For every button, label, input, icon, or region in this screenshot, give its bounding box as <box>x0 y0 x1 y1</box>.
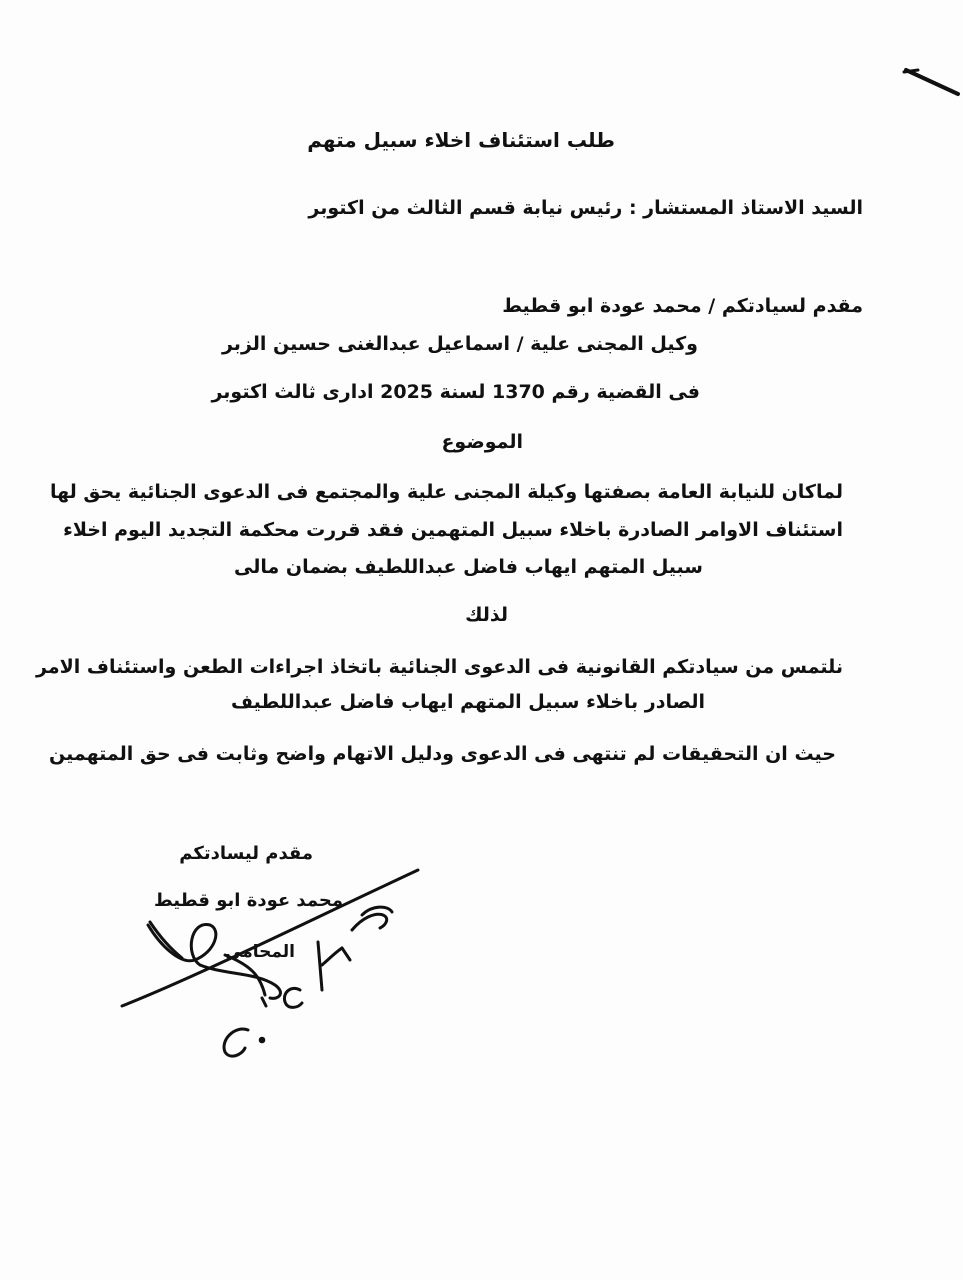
request-line-2: الصادر باخلاء سبيل المتهم ايهاب فاضل عبداللطيف <box>230 691 705 713</box>
signature-name: محمد عودة ابو قطيط <box>154 890 343 911</box>
reason-line: حيث ان التحقيقات لم تنتهى فى الدعوى ودليل الاتهام واضح وثابت فى حق المتهمين <box>48 743 836 765</box>
body-line-2: استئناف الاوامر الصادرة باخلاء سبيل المتهمين فقد قررت محكمة التجديد اليوم اخلاء <box>63 519 843 541</box>
body-line-1: لماكان للنيابة العامة بصفتها وكيلة المجنى علية والمجتمع فى الدعوى الجنائية يحق لها <box>49 481 843 503</box>
request-line-1: نلتمس من سيادتكم القانونية فى الدعوى الجنائية باتخاذ اجراءات الطعن واستئناف الامر <box>36 656 843 678</box>
subject-heading: الموضوع <box>441 431 523 453</box>
addressee-line: السيد الاستاذ المستشار : رئيس نيابة قسم الثالث من اكتوبر <box>308 197 863 219</box>
body-line-3: سبيل المتهم ايهاب فاضل عبداللطيف بضمان مالى <box>234 556 703 578</box>
therefore-heading: لذلك <box>465 604 508 626</box>
document-title: طلب استئناف اخلاء سبيل متهم <box>307 128 615 152</box>
submitted-by-line: مقدم لسيادتكم / محمد عودة ابو قطيط <box>502 295 863 317</box>
signature-title: المحامى <box>225 942 295 962</box>
signature-intro: مقدم ليسادتكم <box>179 843 313 864</box>
case-line: فى القضية رقم 1370 لسنة 2025 ادارى ثالث اكتوبر <box>211 381 700 403</box>
agent-line: وكيل المجنى علية / اسماعيل عبدالغنى حسين الزبر <box>221 333 698 355</box>
